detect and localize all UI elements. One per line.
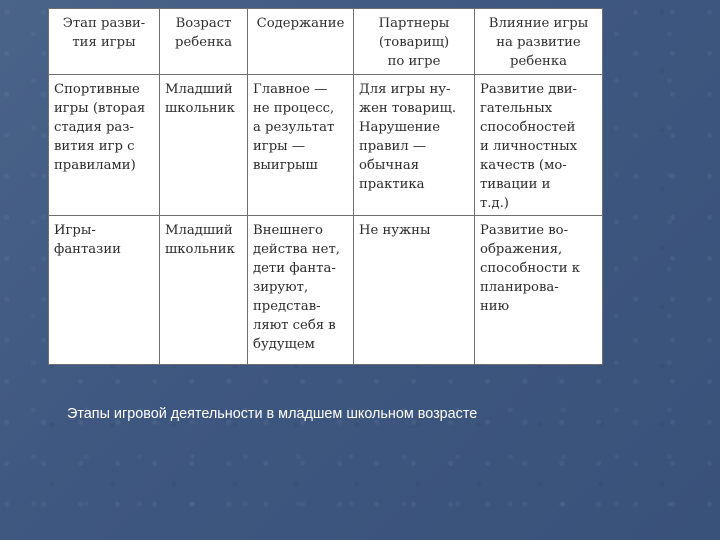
header-stage: Этап разви- тия игры — [49, 9, 160, 75]
cell-stage: Спортивные игры (вторая стадия раз- вития игр с правилами) — [49, 75, 160, 216]
cell-influence: Развитие во- ображения, способности к планирова- нию — [475, 216, 603, 365]
cell-stage: Игры- фантазии — [49, 216, 160, 365]
stages-table — [48, 8, 602, 365]
table-header-row — [49, 9, 603, 75]
cell-partners: Для игры ну- жен товарищ. Нарушение правил — обычная практика — [354, 75, 475, 216]
table-row — [49, 75, 603, 216]
cell-partners: Не нужны — [354, 216, 475, 365]
header-content: Содержание — [248, 9, 354, 75]
cell-influence: Развитие дви- гательных способностей и личностных качеств (мо- тивации и т.д.) — [475, 75, 603, 216]
header-age: Возраст ребенка — [160, 9, 248, 75]
slide-caption: Этапы игровой деятельности в младшем школьном возрасте — [67, 406, 478, 422]
table-row — [49, 216, 603, 365]
cell-age: Младший школьник — [160, 216, 248, 365]
cell-content: Главное — не процесс, а результат игры — выигрыш — [248, 75, 354, 216]
header-partners: Партнеры (товарищ) по игре — [354, 9, 475, 75]
table — [48, 8, 603, 365]
cell-age: Младший школьник — [160, 75, 248, 216]
cell-content: Внешнего действа нет, дети фанта- зируют, представ- ляют себя в будущем — [248, 216, 354, 365]
header-influence: Влияние игры на развитие ребенка — [475, 9, 603, 75]
